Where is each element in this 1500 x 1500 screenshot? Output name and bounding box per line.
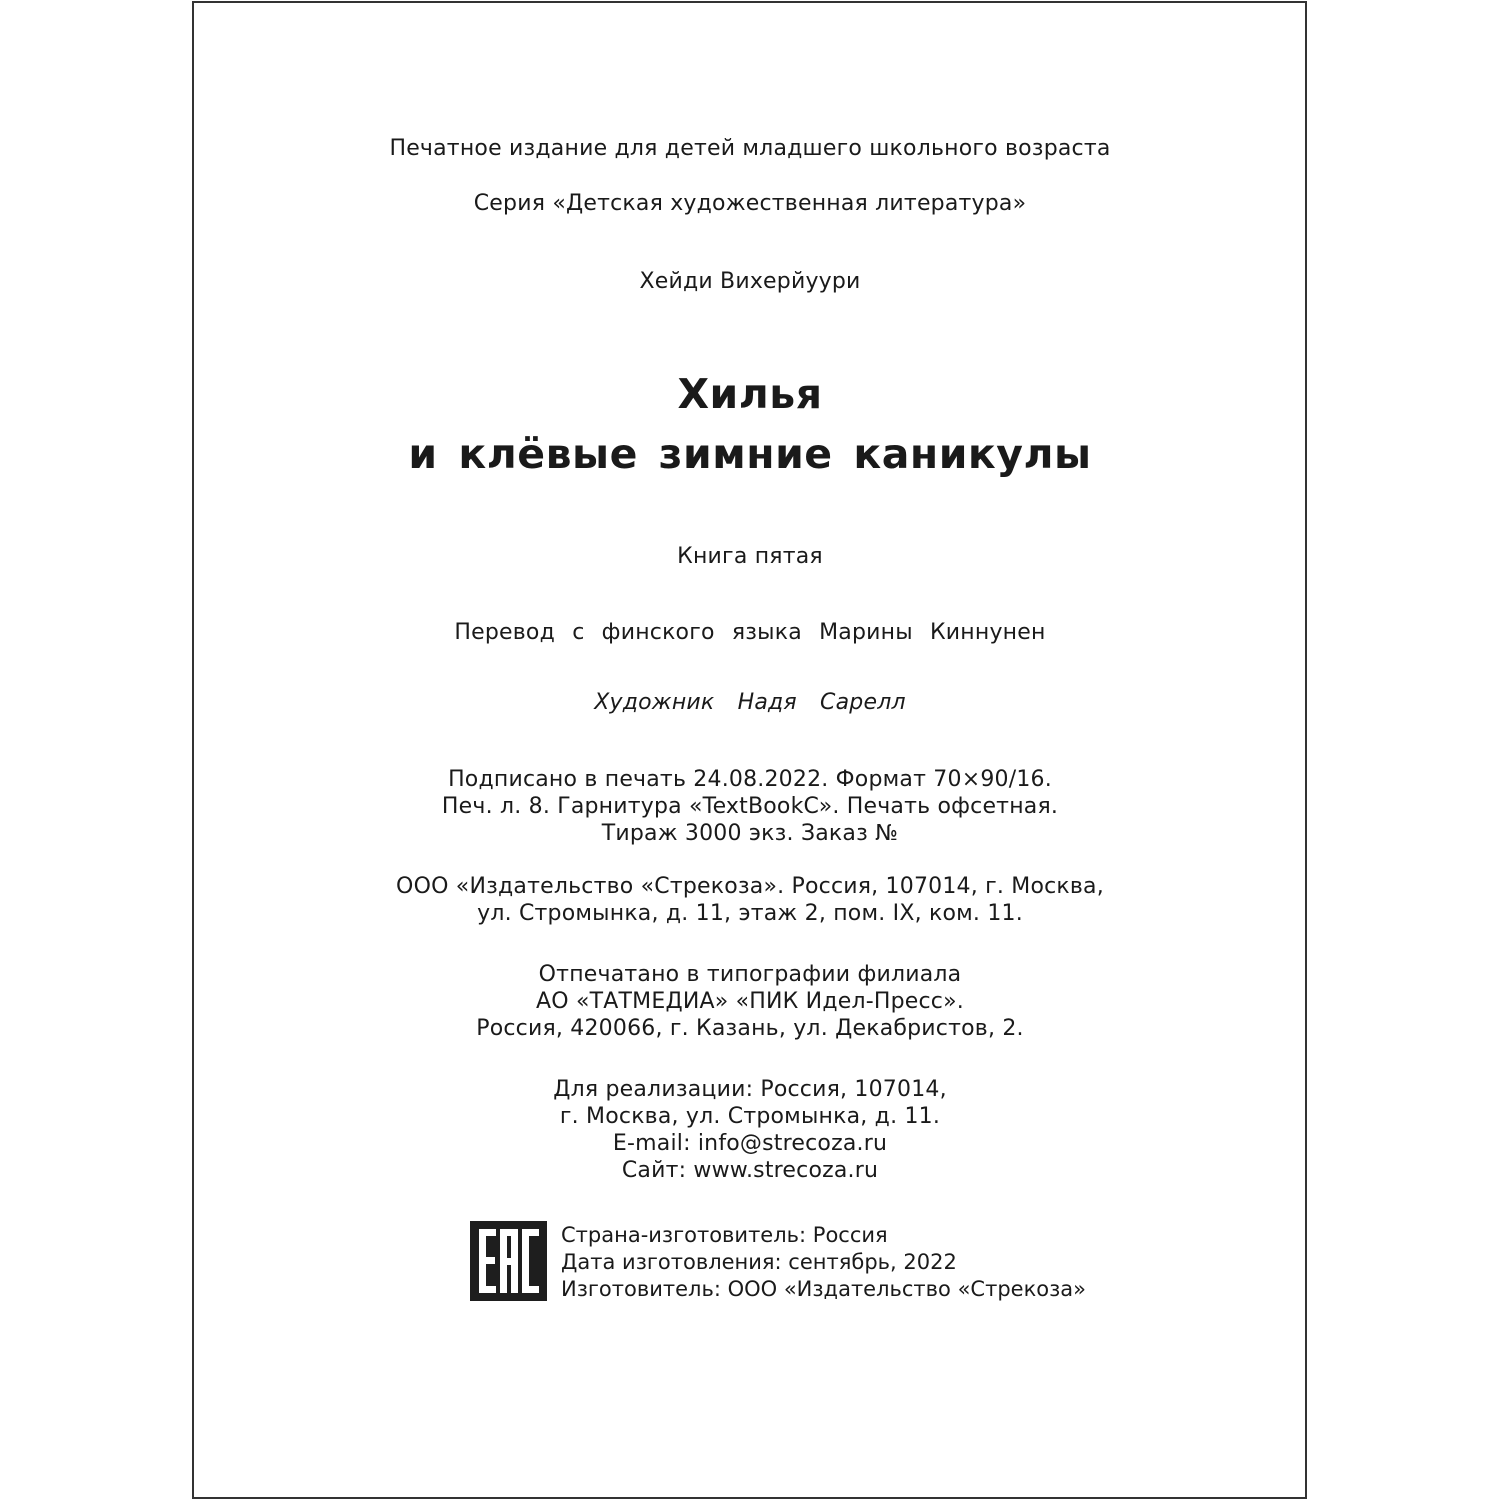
- distribution-line: г. Москва, ул. Стромынка, д. 11.: [559, 1104, 941, 1129]
- print-info: [0, 766, 1500, 847]
- print-info-line: Печ. л. 8. Гарнитура «TextBookC». Печать офсетная.: [441, 794, 1059, 819]
- website-text: Сайт: www.strecoza.ru: [621, 1158, 879, 1183]
- manufacturer: Изготовитель: ООО «Издательство «Стрекоза»: [561, 1277, 1086, 1301]
- translation-credit: Перевод с финского языка Марины Киннунен: [454, 620, 1046, 645]
- email-text: E-mail: info@strecoza.ru: [612, 1131, 888, 1156]
- print-info-line: Подписано в печать 24.08.2022. Формат 70×90/16.: [448, 767, 1052, 792]
- author-name: Хейди Вихерйуури: [639, 269, 861, 294]
- printer-info: [0, 961, 1500, 1042]
- publisher-line: ул. Стромынка, д. 11, этаж 2, пом. IX, ком. 11.: [477, 901, 1023, 926]
- eac-mark-icon: [470, 1221, 547, 1301]
- book-number: Книга пятая: [677, 544, 823, 569]
- printer-line: АО «ТАТМЕДИА» «ПИК Идел-Пресс».: [536, 989, 964, 1014]
- printer-line: Отпечатано в типографии филиала: [538, 962, 962, 987]
- printer-line: Россия, 420066, г. Казань, ул. Декабристов, 2.: [476, 1016, 1024, 1041]
- book-title-line-2: и клёвые зимние каникулы: [408, 430, 1092, 478]
- print-info-line: Тираж 3000 экз. Заказ №: [601, 821, 899, 846]
- distribution-info: [0, 1076, 1500, 1184]
- audience-label: Печатное издание для детей младшего школьного возраста: [389, 136, 1111, 161]
- distribution-line: Для реализации: Россия, 107014,: [553, 1077, 947, 1102]
- publisher-address: [0, 873, 1500, 927]
- eac-mark: [470, 1221, 547, 1301]
- book-title-line-1: Хилья: [677, 370, 823, 418]
- country-of-origin: Страна-изготовитель: Россия: [561, 1223, 888, 1247]
- manufacture-date: Дата изготовления: сентябрь, 2022: [561, 1250, 957, 1274]
- series-label: Серия «Детская художественная литература»: [473, 191, 1027, 216]
- manufacturer-info: [561, 1222, 1086, 1303]
- publisher-line: ООО «Издательство «Стрекоза». Россия, 107014, г. Москва,: [396, 874, 1104, 899]
- illustrator-credit: Художник Надя Сарелл: [594, 690, 906, 715]
